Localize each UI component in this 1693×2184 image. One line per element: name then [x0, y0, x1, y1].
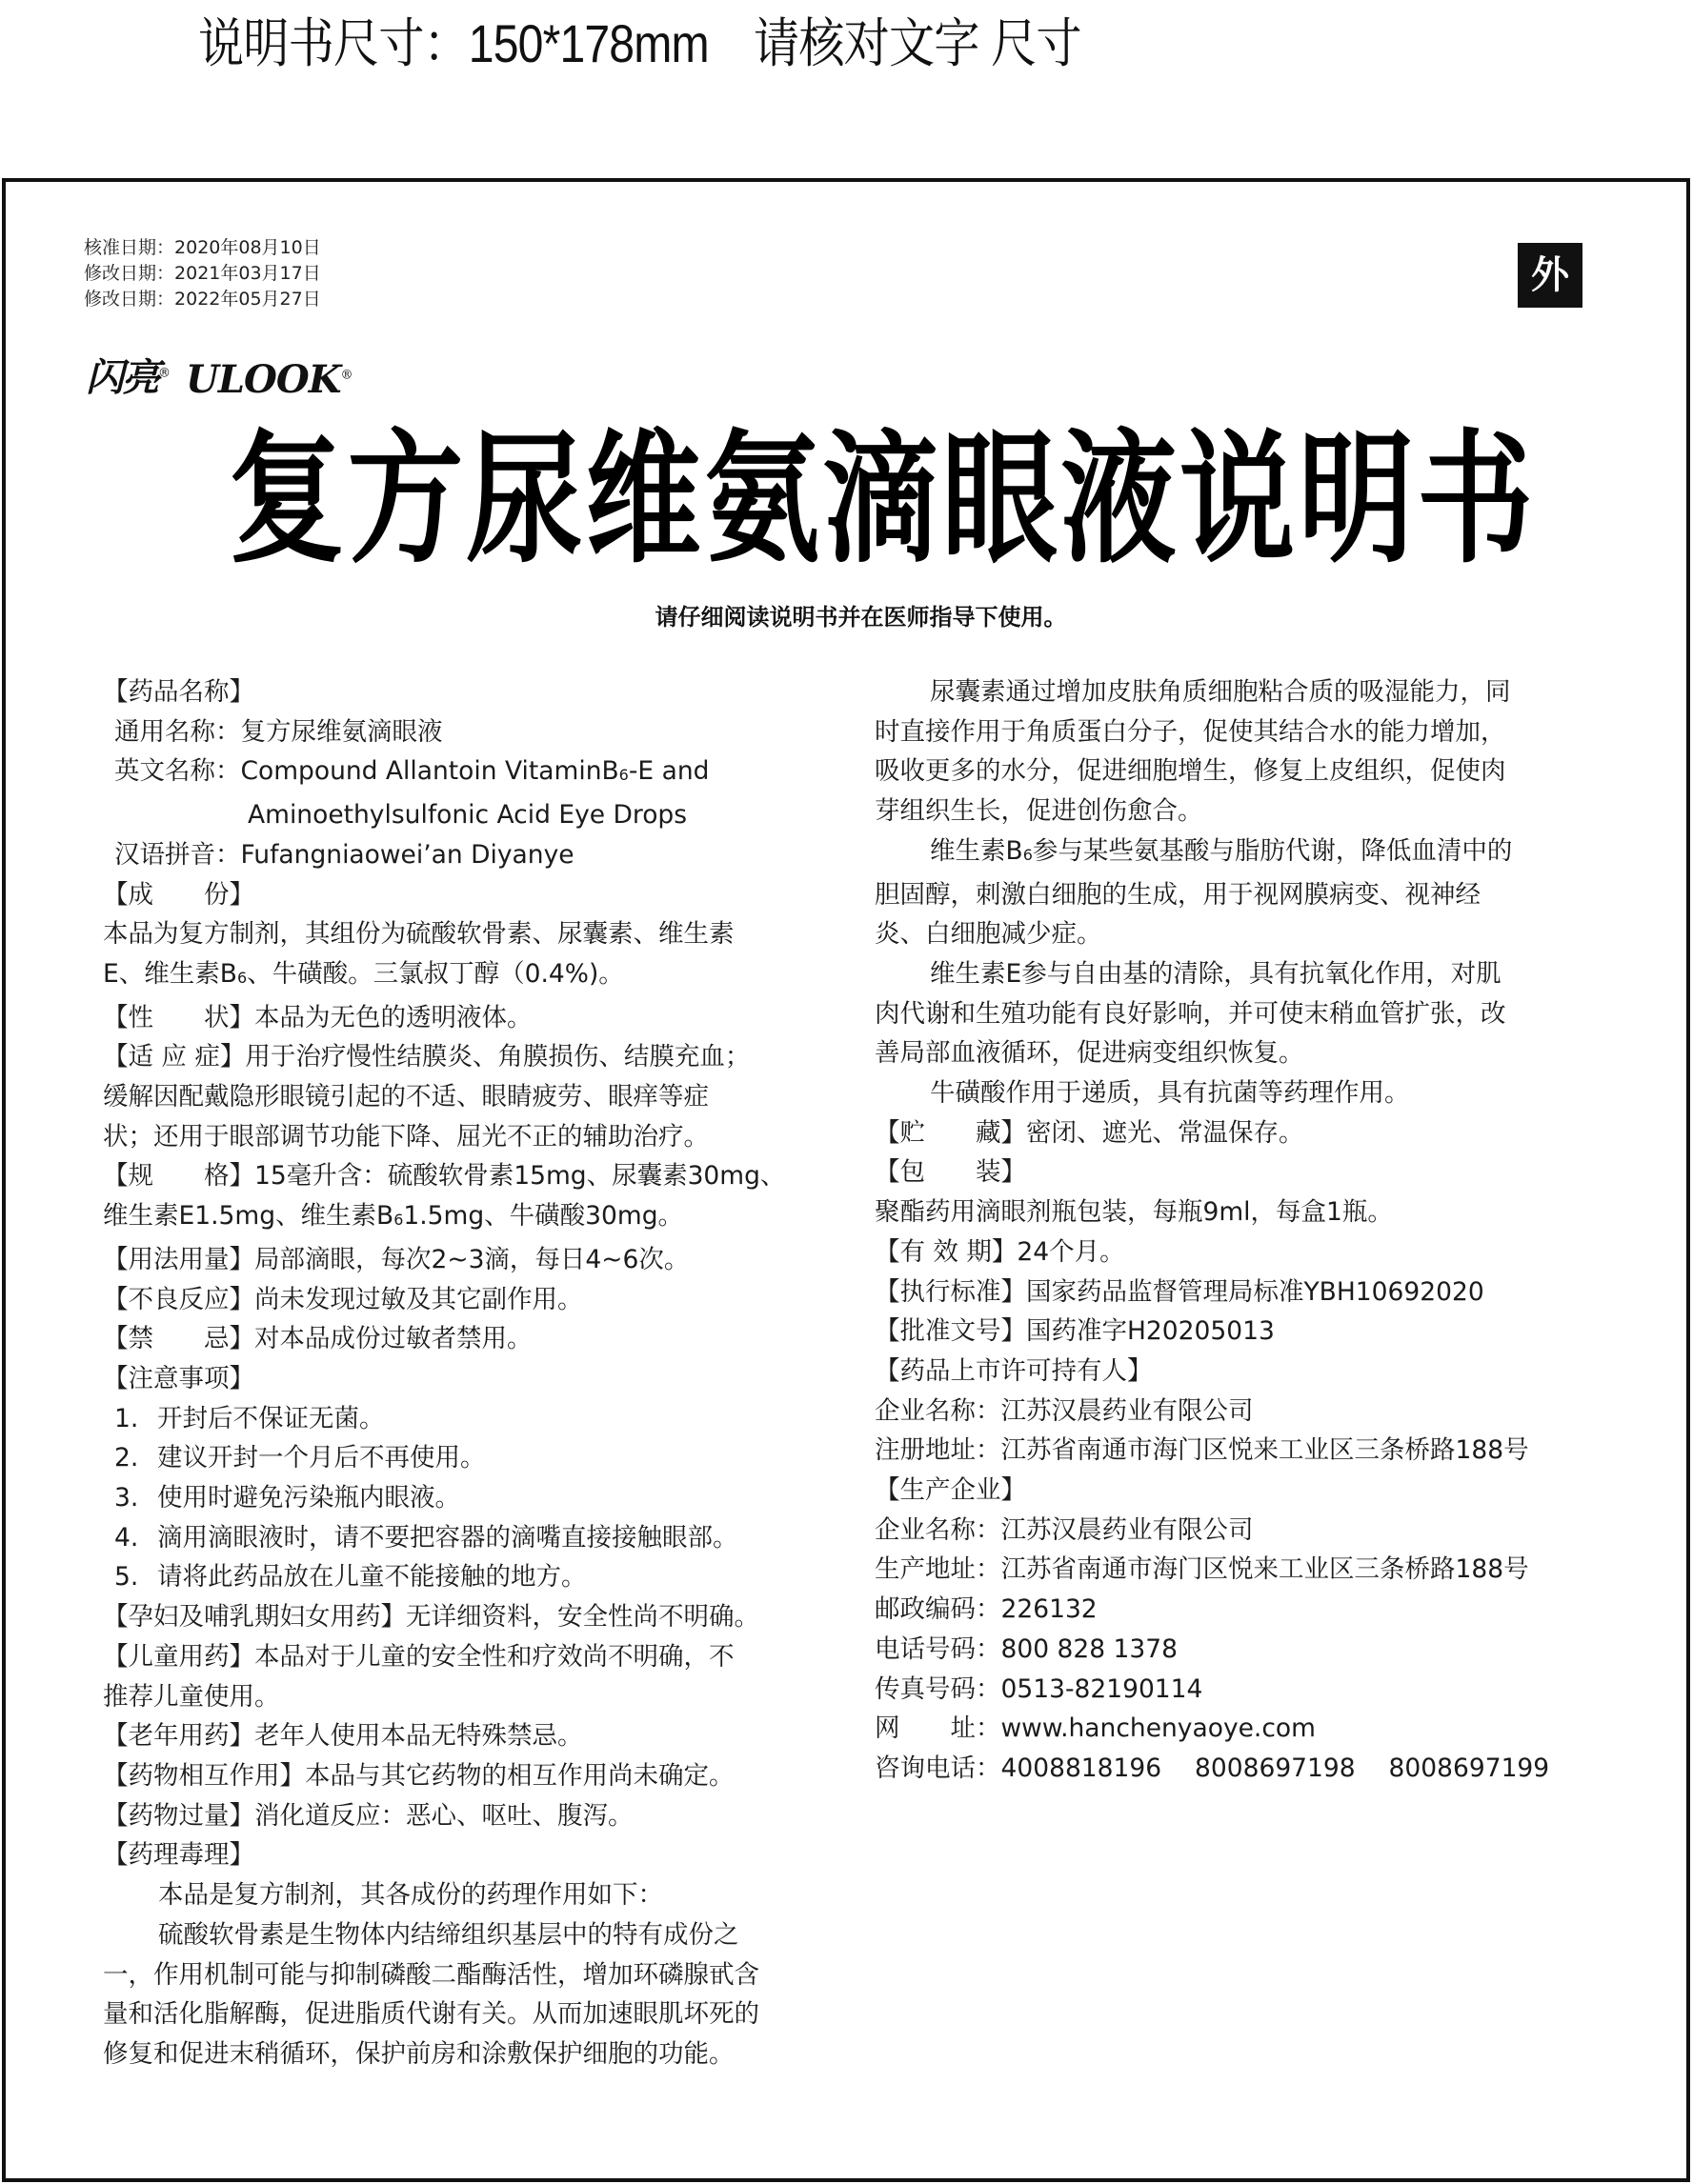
right-column [875, 672, 1591, 1789]
mah-company: 企业名称：江苏汉晨药业有限公司 [875, 1395, 1254, 1426]
pregnancy-use: 【孕妇及哺乳期妇女用药】无详细资料，安全性尚不明确。 [103, 1602, 759, 1633]
manufacturer-address: 生产地址：江苏省南通市海门区悦来工业区三条桥路188号 [875, 1554, 1529, 1585]
pediatric-use: 【儿童用药】本品对于儿童的安全性和疗效尚不明确，不 [103, 1641, 735, 1672]
pharmacology-taurine: 牛磺酸作用于递质，具有抗菌等药理作用。 [930, 1078, 1410, 1109]
dosage: 【用法用量】局部滴眼，每次2~3滴，每日4~6次。 [103, 1244, 690, 1274]
pharmacology-vitamin-e-text: 善局部血液循环，促进病变组织恢复。 [875, 1038, 1304, 1069]
overdose: 【药物过量】消化道反应：恶心、呕吐、腹泻。 [103, 1800, 634, 1831]
registered-mark-icon: ® [158, 366, 169, 381]
pharmacology-chondroitin-text: 量和活化脂解酶，促进脂质代谢有关。从而加速眼肌坏死的 [103, 1999, 759, 2030]
storage: 【贮 藏】密闭、遮光、常温保存。 [875, 1117, 1304, 1148]
composition-text: E、维生素B6、牛磺酸。三氯叔丁醇（0.4%)。 [103, 958, 624, 989]
postcode: 邮政编码：226132 [875, 1594, 1098, 1625]
mah-address: 注册地址：江苏省南通市海门区悦来工业区三条桥路188号 [875, 1435, 1529, 1466]
left-column [103, 672, 808, 2074]
english-name: 英文名称：Compound Allantoin VitaminB6-E and [114, 756, 710, 787]
adverse-reactions: 【不良反应】尚未发现过敏及其它副作用。 [103, 1284, 583, 1314]
section-heading-manufacturer: 【生产企业】 [875, 1475, 1026, 1506]
approval-number: 【批准文号】国药准字H20205013 [875, 1316, 1275, 1347]
subtitle-warning: 请仔细阅读说明书并在医师指导下使用。 [655, 604, 1067, 631]
geriatric-use: 【老年用药】老年人使用本品无特殊禁忌。 [103, 1721, 583, 1752]
hotline: 咨询电话：4008818196 8008697198 8008697199 [875, 1753, 1550, 1783]
website: 网 址：www.hanchenyaoye.com [875, 1713, 1316, 1744]
specification-text: 维生素E1.5mg、维生素B61.5mg、牛磺酸30mg。 [103, 1201, 684, 1232]
fax: 传真号码：0513-82190114 [875, 1673, 1203, 1704]
revision-date-2: 修改日期：2022年05月27日 [84, 289, 321, 310]
external-use-badge: 外 [1518, 243, 1582, 308]
pharmacology-allantoin-text: 时直接作用于角质蛋白分子，促使其结合水的能力增加， [875, 716, 1506, 747]
pharmacology-allantoin-text: 芽组织生长，促进创伤愈合。 [875, 796, 1203, 827]
generic-name: 通用名称：复方尿维氨滴眼液 [114, 716, 443, 747]
section-heading-drug-name: 【药品名称】 [103, 677, 254, 707]
english-name-cont: Aminoethylsulfonic Acid Eye Drops [248, 800, 688, 831]
brand-logo [86, 349, 352, 402]
contraindications: 【禁 忌】对本品成份过敏者禁用。 [103, 1324, 533, 1354]
indications-text: 状；还用于眼部调节功能下降、屈光不正的辅助治疗。 [103, 1121, 709, 1152]
size-note: 说明书尺寸：150*178mm 请核对文字 尺寸 [198, 13, 1081, 73]
list-item: 1. 开封后不保证无菌。 [114, 1403, 385, 1433]
pharmacology-vitamin-b6-text: 炎、白细胞减少症。 [875, 919, 1102, 950]
list-item: 5. 请将此药品放在儿童不能接触的地方。 [114, 1562, 587, 1593]
composition-text: 本品为复方制剂，其组份为硫酸软骨素、尿囊素、维生素 [103, 919, 735, 950]
pharmacology-allantoin: 尿囊素通过增加皮肤角质细胞粘合质的吸湿能力，同 [930, 677, 1511, 707]
pharmacology-vitamin-b6-text: 胆固醇，刺激白细胞的生成，用于视网膜病变、视神经 [875, 879, 1481, 910]
pharmacology-vitamin-b6: 维生素B6参与某些氨基酸与脂肪代谢，降低血清中的 [930, 835, 1513, 866]
approval-date: 核准日期：2020年08月10日 [84, 237, 321, 258]
section-heading-precautions: 【注意事项】 [103, 1363, 254, 1393]
list-item: 2. 建议开封一个月后不再使用。 [114, 1443, 486, 1473]
pharmacology-vitamin-e-text: 肉代谢和生殖功能有良好影响，并可使末稍血管扩张，改 [875, 998, 1506, 1029]
appearance: 【性 状】本品为无色的透明液体。 [103, 1002, 533, 1032]
package-text: 聚酯药用滴眼剂瓶包装，每瓶9ml，每盒1瓶。 [875, 1197, 1393, 1228]
pharmacology-allantoin-text: 吸收更多的水分，促进细胞增生，修复上皮组织，促使肉 [875, 756, 1506, 787]
list-item: 4. 滴用滴眼液时，请不要把容器的滴嘴直接接触眼部。 [114, 1522, 738, 1553]
list-item: 3. 使用时避免污染瓶内眼液。 [114, 1483, 460, 1513]
drug-interactions: 【药物相互作用】本品与其它药物的相互作用尚未确定。 [103, 1760, 735, 1791]
section-heading-package: 【包 装】 [875, 1157, 1026, 1188]
pharmacology-vitamin-e: 维生素E参与自由基的清除，具有抗氧化作用，对肌 [930, 958, 1502, 989]
revision-dates [84, 235, 321, 312]
specification: 【规 格】15毫升含：硫酸软骨素15mg、尿囊素30mg、 [103, 1161, 786, 1192]
registered-mark-icon: ® [340, 368, 353, 383]
brand-logo-en: ULOOK® [186, 357, 353, 402]
brand-logo-cn: 闪亮® [86, 356, 169, 400]
standard: 【执行标准】国家药品监督管理局标准YBH10692020 [875, 1276, 1484, 1307]
pharmacology-chondroitin: 硫酸软骨素是生物体内结缔组织基层中的特有成份之 [158, 1919, 739, 1950]
page-title: 复方尿维氨滴眼液说明书 [229, 417, 1537, 583]
pharmacology-intro: 本品是复方制剂，其各成份的药理作用如下： [158, 1880, 663, 1911]
section-heading-composition: 【成 份】 [103, 879, 254, 910]
revision-date-1: 修改日期：2021年03月17日 [84, 263, 321, 284]
pinyin-name: 汉语拼音：Fufangniaowei’an Diyanye [114, 839, 574, 870]
section-heading-mah: 【药品上市许可持有人】 [875, 1355, 1153, 1386]
indications: 【适 应 症】用于治疗慢性结膜炎、角膜损伤、结膜充血； [103, 1042, 751, 1072]
section-heading-pharmacology: 【药理毒理】 [103, 1840, 254, 1871]
pharmacology-chondroitin-text: 一，作用机制可能与抑制磷酸二酯酶活性，增加环磷腺甙含 [103, 1959, 759, 1990]
validity: 【有 效 期】24个月。 [875, 1236, 1125, 1267]
pharmacology-chondroitin-text: 修复和促进末稍循环，保护前房和涂敷保护细胞的功能。 [103, 2038, 735, 2069]
manufacturer-company: 企业名称：江苏汉晨药业有限公司 [875, 1514, 1254, 1545]
indications-text: 缓解因配戴隐形眼镜引起的不适、眼睛疲劳、眼痒等症 [103, 1082, 709, 1112]
pediatric-use-text: 推荐儿童使用。 [103, 1681, 280, 1712]
phone: 电话号码：800 828 1378 [875, 1633, 1178, 1664]
